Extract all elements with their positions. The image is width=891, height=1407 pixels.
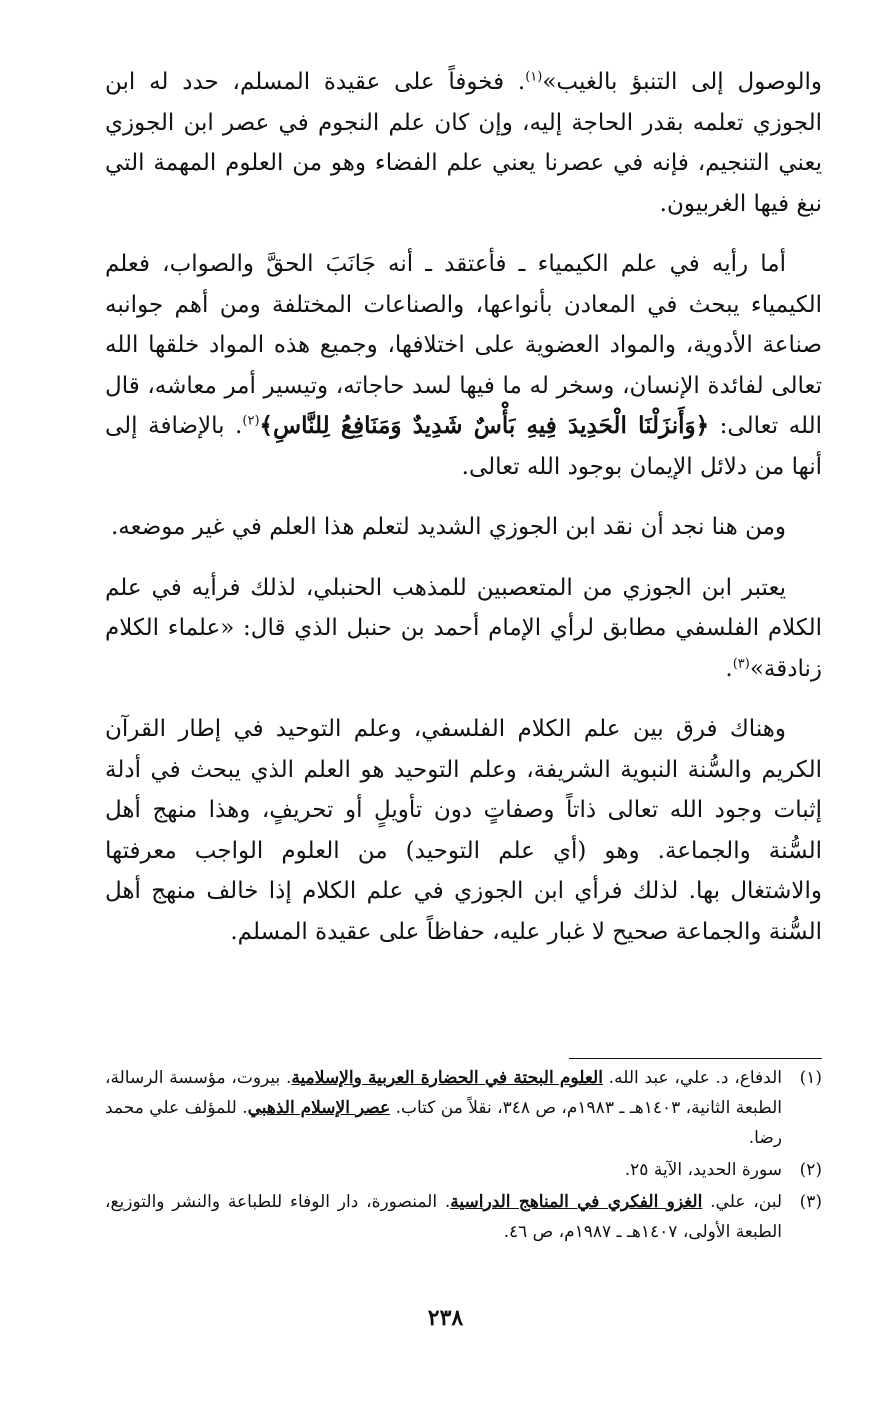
footnote-item <box>105 1063 822 1153</box>
paragraph-tawhid <box>105 709 822 952</box>
quran-verse: ﴿وَأَنزَلْنَا الْحَدِيدَ فِيهِ بَأْسٌ شَدِيدٌ وَمَنَافِعُ لِلنَّاسِ﴾ <box>259 412 710 439</box>
paragraph-astrology <box>105 62 822 224</box>
paragraph-chemistry <box>105 244 822 487</box>
footnote-segment: . المنصورة، دار الوفاء للطباعة والنشر والتوزيع، الطبعة الأولى، ١٤٠٧هـ ـ ١٩٨٧م، ص ٤٦. <box>105 1192 782 1242</box>
paragraph-text: أما رأيه في علم الكيمياء ـ فأعتقد ـ أنه جَانَبَ الحقَّ والصواب، فعلم الكيمياء يبحث في المعادن بأنواعها، والصناعات المختلفة ومن أهم جوانبه صناعة الأدوية، والمواد العضوية على اختلافها، وجميع هذه المواد خلقها الله تعالى لفائدة الإنسان، وسخر له ما فيها لسد حاجاته، وتيسير أمر معاشه، قال الله تعالى: <box>105 251 822 439</box>
paragraph-text: . بالإضافة إلى أنها من دلائل الإيمان بوجود الله تعالى. <box>105 413 822 480</box>
paragraph-text: وهناك فرق بين علم الكلام الفلسفي، وعلم التوحيد في إطار القرآن الكريم والسُّنة النبوية الشريفة، وعلم التوحيد هو العلم الذي يبحث في أدلة إثبات وجود الله تعالى ذاتاً وصفاتٍ دون تأويلٍ أو تحريفٍ، وهذا منهج أهل السُّنة والجماعة. وهو (أي علم التوحيد) من العلوم الواجب معرفتها والاشتغال بها. لذلك فرأي ابن الجوزي في علم الكلام إذا خالف منهج أهل السُّنة والجماعة صحيح لا غبار عليه، حفاظاً على عقيدة المسلم. <box>105 716 822 945</box>
footnote-segment: الدفاع، د. علي، عبد الله. <box>602 1068 782 1088</box>
footnote-ref-3[interactable]: (٣) <box>732 655 750 671</box>
footnotes <box>105 1063 822 1249</box>
paragraph-text: ومن هنا نجد أن نقد ابن الجوزي الشديد لتعلم هذا العلم في غير موضعه. <box>110 514 786 540</box>
paragraph-text: . <box>725 655 733 682</box>
paragraph-kalam <box>105 568 822 690</box>
footnote-segment: لبن، علي. <box>702 1192 783 1212</box>
footnote-book-title: الغزو الفكري في المناهج الدراسية <box>450 1192 703 1212</box>
footnote-segment: . للمؤلف علي محمد رضا. <box>105 1098 782 1148</box>
footnote-number: (٢) <box>799 1160 822 1180</box>
paragraph-text: والوصول إلى التنبؤ بالغيب» <box>542 69 822 95</box>
footnote-segment: . بيروت، مؤسسة الرسالة، الطبعة الثانية، ١٤٠٣هـ ـ ١٩٨٣م، ص ٣٤٨، نقلاً من كتاب. <box>105 1068 783 1118</box>
footnote-item <box>105 1187 822 1247</box>
paragraph-critique <box>105 507 822 548</box>
footnote-ref-2[interactable]: (٢) <box>242 413 260 429</box>
footnote-book-title: العلوم البحتة في الحضارة العربية والإسلامية <box>291 1068 603 1088</box>
footnote-text <box>105 1063 782 1153</box>
paragraph-text: . فخوفاً على عقيدة المسلم، حدد له ابن الجوزي تعلمه بقدر الحاجة إليه، وإن كان علم النجوم في عصر ابن الجوزي يعني التنجيم، فإنه في عصرنا يعني علم الفضاء وهو من العلوم المهمة التي نبغ فيها الغربيون. <box>105 69 822 217</box>
footnote-segment: سورة الحديد، الآية ٢٥. <box>624 1160 782 1180</box>
footnote-book-title: عصر الإسلام الذهبي <box>247 1098 391 1118</box>
paragraph-text: يعتبر ابن الجوزي من المتعصبين للمذهب الحنبلي، لذلك فرأيه في علم الكلام الفلسفي مطابق لرأي الإمام أحمد بن حنبل الذي قال: «علماء الكلام زنادقة» <box>105 574 822 682</box>
footnote-number: (٣) <box>799 1192 822 1212</box>
footnote-number: (١) <box>799 1068 822 1088</box>
footnote-text <box>105 1155 782 1185</box>
page-body <box>105 62 822 972</box>
footnote-item <box>105 1155 822 1185</box>
footnote-text <box>105 1187 782 1247</box>
footnote-divider <box>569 1058 822 1059</box>
page-number: ٢٣٨ <box>427 1305 464 1331</box>
footnote-ref-1[interactable]: (١) <box>525 69 543 85</box>
